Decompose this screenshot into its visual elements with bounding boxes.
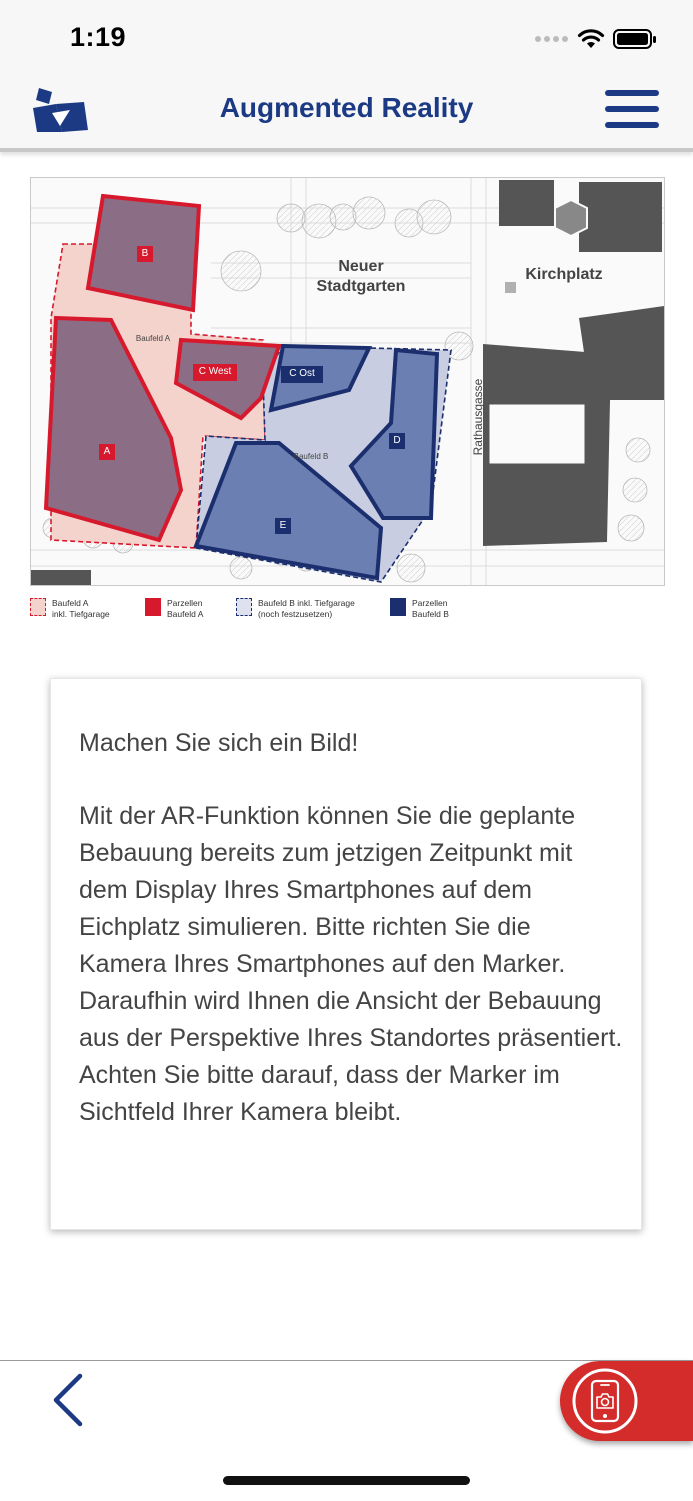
legend-swatch: [30, 598, 46, 616]
square-label: Kirchplatz: [525, 266, 603, 283]
nav-bar: [0, 72, 693, 152]
ar-camera-icon: [560, 1361, 640, 1441]
signal-icon: [535, 35, 569, 43]
chevron-left-icon[interactable]: [48, 1370, 88, 1430]
site-plan-map: [30, 177, 665, 586]
legend-line: Baufeld A: [167, 609, 204, 619]
baufeld-b-label: Baufeld B: [293, 452, 329, 461]
info-card-text: [79, 725, 624, 1167]
parcel-a-label: A: [103, 446, 111, 457]
legend-item-parzellen-a: [145, 598, 203, 620]
status-time: 1:19: [70, 22, 127, 52]
legend-line: Baufeld A: [52, 598, 89, 608]
legend-item-parzellen-b: [390, 598, 449, 620]
legend-line: Parzellen: [167, 598, 203, 608]
legend-swatch: [390, 598, 406, 616]
legend-line: Parzellen: [412, 598, 448, 608]
ar-camera-button[interactable]: [560, 1361, 693, 1441]
legend-item-baufeld-b: [236, 598, 355, 620]
site-plan-drawing: [31, 178, 664, 585]
info-card: [50, 678, 642, 1230]
legend-swatch: [145, 598, 161, 616]
legend-line: Baufeld B inkl. Tiefgarage: [258, 598, 355, 608]
parcel-e-label: E: [279, 520, 287, 531]
parcel-c-ost-label: C Ost: [289, 368, 315, 379]
legend-swatch: [236, 598, 252, 616]
home-indicator: [223, 1476, 470, 1485]
hamburger-menu-icon[interactable]: [605, 88, 659, 132]
legend-line: (noch festzusetzen): [258, 609, 333, 619]
parcel-d-label: D: [393, 435, 401, 446]
page-title: Augmented Reality: [219, 92, 474, 123]
battery-icon: [613, 28, 657, 50]
baufeld-a-label: Baufeld A: [135, 334, 171, 343]
street-label: Rathausgasse: [471, 378, 485, 456]
parcel-c-west-label: C West: [198, 366, 232, 377]
legend-line: inkl. Tiefgarage: [52, 609, 110, 619]
park-label: Neuer Stadtgarten: [316, 258, 406, 295]
map-legend: [30, 598, 663, 624]
parcel-b-label: B: [141, 248, 149, 259]
status-bar: [0, 0, 693, 72]
legend-line: Baufeld B: [412, 609, 449, 619]
wifi-icon: [577, 28, 605, 50]
legend-item-baufeld-a: [30, 598, 110, 620]
info-heading: Machen Sie sich ein Bild!: [79, 729, 359, 757]
info-body: Mit der AR-Funktion können Sie die geplante Bebauung bereits zum jetzigen Zeitpunkt mit dem Display Ihres Smartphones auf dem Eichplatz simulieren. Bitte richten Sie die Kamera Ihres Smartphones auf den Marker. Daraufhin wird Ihnen die Ansicht der Bebauung aus der Perspektive Ihres Standortes präsentiert. Achten Sie bitte darauf, dass der Marker im Sichtfeld Ihrer Kamera bleibt.: [79, 802, 623, 1126]
status-icons: [535, 27, 657, 51]
